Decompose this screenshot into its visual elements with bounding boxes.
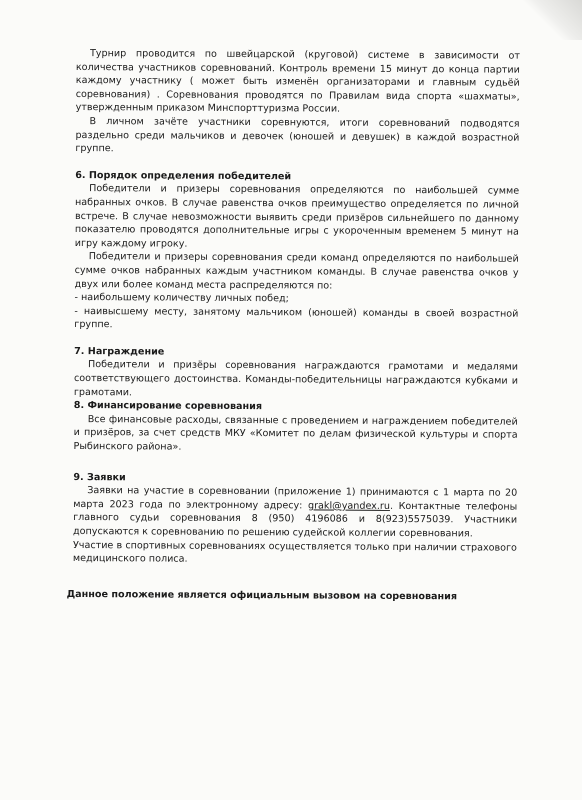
applications-text-end: . Контактные телефоны главного судьи соревнования 8 (950) 4196086 и 8(923)5575039. Участники допускаются к соревнованию по решению судейской коллегии соревнования. (73, 500, 518, 540)
section-6-heading: 6. Порядок определения победителей (75, 169, 292, 183)
insurance-paragraph: Участие в спортивных соревнованиях осуществляется только при наличии страхового медицинского полиса. (72, 539, 517, 565)
financing-paragraph: Все финансовые расходы, связанные с проведением и награждением победителей и призёров, за счет средств МКУ «Комитет по делам физической культуры и спорта Рыбинского района». (73, 413, 518, 453)
tiebreak-item-2: - наивысшему месту, занятому мальчиком (юношей) команды в своей возрастной группе. (74, 305, 519, 331)
email-link[interactable]: grakl@yandex.ru (307, 500, 390, 512)
document-body (66, 47, 520, 604)
page-corner-fold (522, 0, 582, 40)
applications-text-start: Заявки на участие в соревновании (приложение 1) принимаются с 1 марта по 20 марта 2023 года по электронному адресу: (73, 485, 518, 512)
winners-determination-paragraph: Победители и призеры соревнования определяются по наибольшей сумме набранных очков. В случае равенства очков преимущество определяется по личной встрече. В случае невозможности выявить среди призёров сильнейшего по данному показателю проводятся дополнительные игры с укороченным временем 5 минут на игру каждому игроку. (74, 183, 520, 250)
section-9-heading: 9. Заявки (73, 471, 126, 483)
section-7-heading: 7. Награждение (74, 345, 165, 358)
team-winners-paragraph: Победители и призеры соревнования среди команд определяются по наибольшей сумме очков набранных каждым участником команды. В случае равенства очков у двух или более команд места распределяются по: (74, 251, 519, 292)
personal-standings-paragraph: В личном зачёте участники соревнуются, итоги соревнований подводятся раздельно среди мальчиков и девочек (юношей и девушек) в каждой возрастной группе. (75, 116, 520, 155)
official-invitation-statement: Данное положение является официальным вызовом на соревнования (66, 588, 458, 603)
tiebreak-item-1: - наибольшему количеству личных побед; (74, 292, 289, 305)
section-8-heading: 8. Финансирование соревнования (73, 400, 263, 413)
awards-paragraph: Победители и призёры соревнования награждаются грамотами и медалями соответствующего достоинства. Команды-победительницы награждаются кубками и грамотами. (73, 359, 519, 399)
applications-paragraph (73, 484, 517, 541)
tournament-system-paragraph: Турнир проводится по швейцарской (круговой) системе в зависимости от количества участников соревнований. Контроль времени 15 минут до конца партии каждому участнику ( может быть изменён организаторами и главным судьёй соревнования) . Соревнования проводятся по Правилам вида спорта «шахматы», утвержденным приказом Минспорттуризма России. (75, 48, 520, 115)
